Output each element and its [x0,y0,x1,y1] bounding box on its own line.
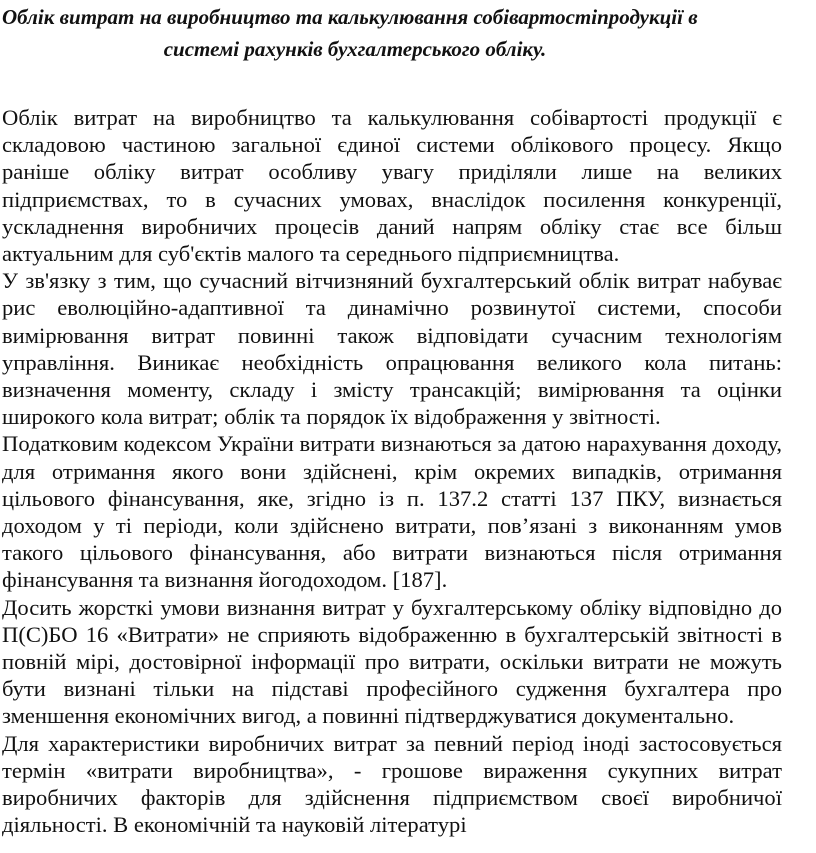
document-title-line-2: системі рахунків бухгалтерського обліку. [163,37,547,61]
paragraph-5: Для характеристики виробничих витрат за певний період іноді застосовується термін «витрати виробництва», - грошове вираження сукупних витрат виробничих факторів для здійснення підприємством своєї виробничої діяльності. В економічній та науковій літературі [2,730,782,838]
document-title-line-1: Облік витрат на виробництво та калькулювання собівартостіпродукції в [2,5,698,29]
document-body [2,104,782,838]
paragraph-2: У зв'язку з тим, що сучасний вітчизняний бухгалтерський облік витрат набуває рис еволюційно-адаптивної та динамічно розвинутої системи, способи вимірювання витрат повинні також відповідати сучасним технологіям управління. Виникає необхідність опрацювання великого кола питань: визначення моменту, складу і змісту трансакцій; вимірювання та оцінки широкого кола витрат; облік та порядок їх відображення у звітності. [2,268,782,430]
paragraph-1: Облік витрат на виробництво та калькулювання собівартості продукції є складовою частиною загальної єдиної системи облікового процесу. Якщо раніше обліку витрат особливу увагу приділяли лише на великих підприємствах, то в сучасних умовах, внаслідок посилення конкуренції, ускладнення виробничих процесів даний напрям обліку стає все більш актуальним для суб'єктів малого та середнього підприємництва. [2,105,782,267]
paragraph-3: Податковим кодексом України витрати визнаються за датою нарахування доходу, для отримання якого вони здійснені, крім окремих випадків, отримання цільового фінансування, яке, згідно із п. 137.2 статті 137 ПКУ, визнається доходом у ті періоди, коли здійснено витрати, пов’язані з виконанням умов такого цільового фінансування, або витрати визнаються після отримання фінансування та визнання йогодоходом. [187]. [2,431,782,593]
paragraph-4: Досить жорсткі умови визнання витрат у бухгалтерському обліку відповідно до П(С)БО 16 «Витрати» не сприяють відображенню в бухгалтерській звітності в повній мірі, достовірної інформації про витрати, оскільки витрати не можуть бути визнані тільки на підставі професійного судження бухгалтера про зменшення економічних вигод, а повинні підтверджуватися документально. [2,594,782,729]
